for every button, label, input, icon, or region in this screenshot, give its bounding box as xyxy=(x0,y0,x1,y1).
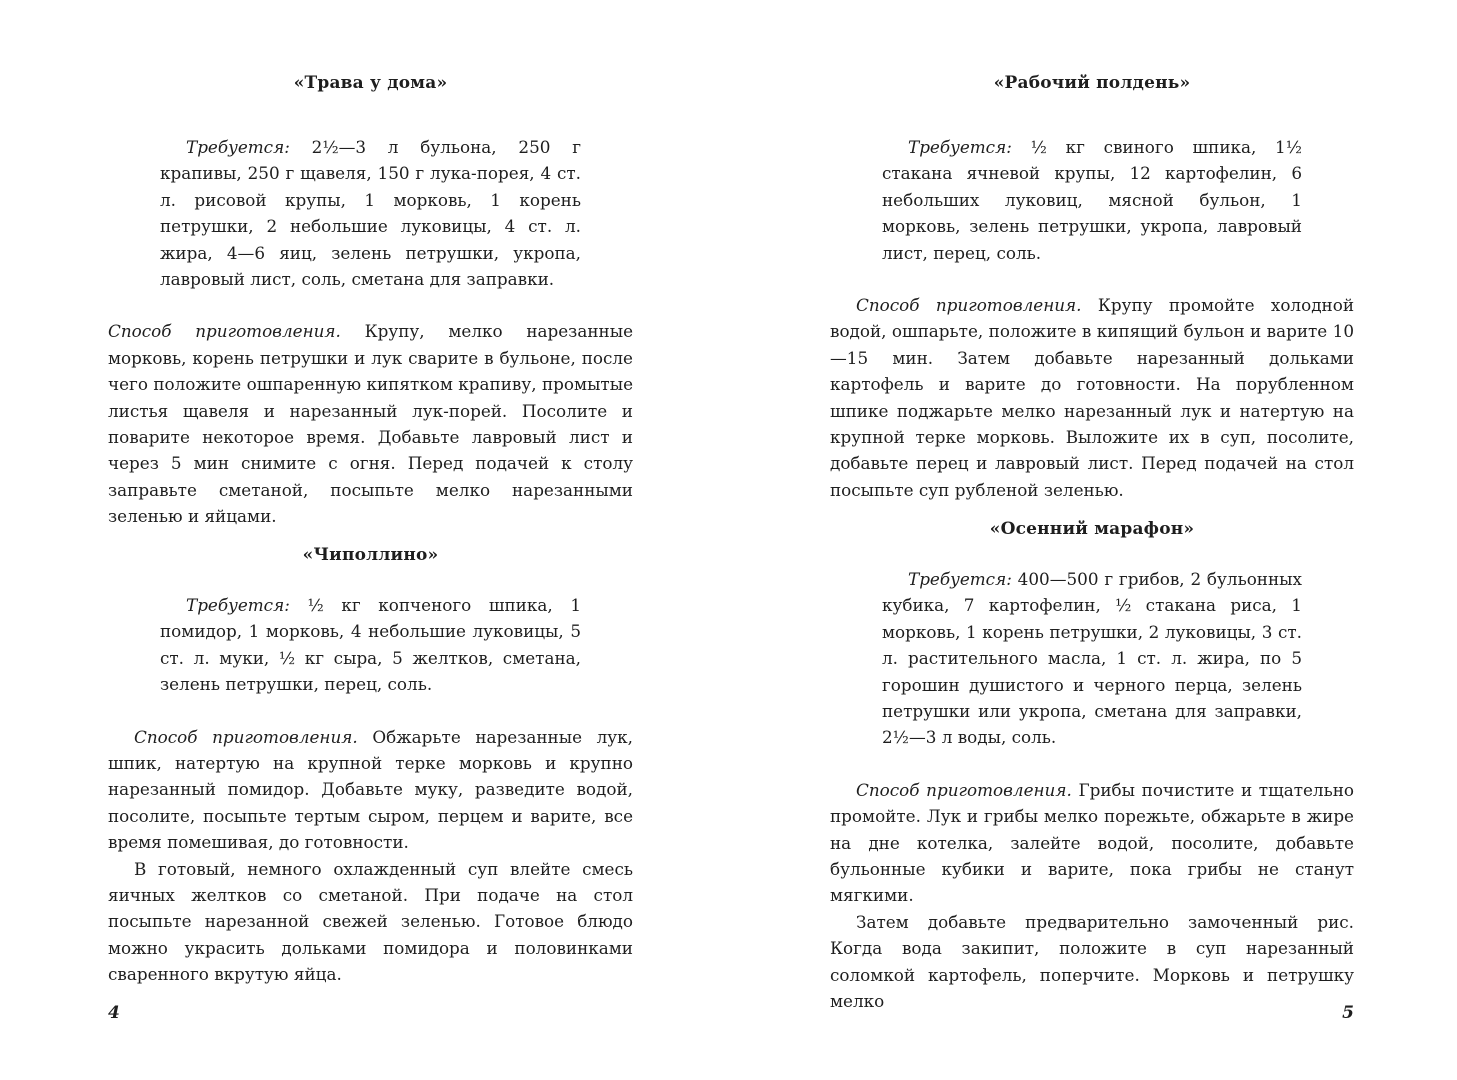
recipe-rabochiy-polden xyxy=(830,70,1354,503)
method-text: Обжарьте нарезанные лук, шпик, натертую на крупной терке морковь и крупно нарезанный помидор. Добавьте муку, разведите водой, посолите, посыпьте тертым сыром, перцем и варите, все время помешивая, до готовности. xyxy=(108,726,633,853)
method-text: Крупу промойте холодной водой, ошпарьте, положите в кипящий бульон и варите 10—15 мин. Затем добавьте нарезанный дольками картофель и варите до готовности. На порубленном шпике поджарьте мелко нарезанный лук и натертую на крупной терке морковь. Выложите их в суп, посолите, добавьте перец и лавровый лист. Перед подачей на стол посыпьте суп рубленой зеленью. xyxy=(830,295,1354,500)
recipe-method xyxy=(830,777,1354,909)
recipe-osenniy-marafon xyxy=(830,516,1354,1015)
ingredients-text: ½ кг свиного шпика, 1½ стакана ячневой крупы, 12 картофелин, 6 небольших луковиц, мясной бульон, 1 морковь, зелень петрушки, укропа, лавровый лист, перец, соль. xyxy=(882,137,1302,263)
ingredients-label: Требуется: xyxy=(186,595,290,615)
recipe-ingredients xyxy=(882,566,1302,751)
ingredients-label: Требуется: xyxy=(186,137,290,157)
method-label: Способ приготовления. xyxy=(856,295,1082,316)
method-text: Грибы почистите и тщательно промойте. Лук и грибы мелко порежьте, обжарьте в жире на дне котелка, залейте водой, посолите, добавьте бульонные кубики и варите, пока грибы не станут мягкими. xyxy=(830,779,1354,906)
recipe-title: «Трава у дома» xyxy=(293,73,448,93)
recipe-method-continued: В готовый, немного охлажденный суп влейте смесь яичных желтков со сметаной. При подаче на стол посыпьте нарезанной свежей зеленью. Готовое блюдо можно украсить дольками помидора и половинками сваренного вкрутую яйца. xyxy=(108,858,633,985)
right-page xyxy=(830,0,1354,1080)
recipe-title: «Осенний марафон» xyxy=(989,519,1195,539)
recipe-trava-u-doma xyxy=(108,70,633,530)
ingredients-label: Требуется: xyxy=(908,569,1012,589)
method-label: Способ приготовления. xyxy=(108,321,341,342)
recipe-method xyxy=(108,724,633,856)
method-text: Крупу, мелко нарезанные морковь, корень петрушки и лук сварите в бульоне, после чего положите ошпаренную кипятком крапиву, промытые листья щавеля и нарезанный лук-порей. Посолите и поварите некоторое время. Добавьте лавровый лист и через 5 мин снимите с огня. Перед подачей к столу заправьте сметаной, посыпьте мелко нарезанными зеленью и яйцами. xyxy=(108,321,633,527)
ingredients-label: Требуется: xyxy=(908,137,1012,157)
recipe-ingredients xyxy=(882,134,1302,266)
ingredients-text: 400—500 г грибов, 2 бульонных кубика, 7 картофелин, ½ стакана риса, 1 морковь, 1 корень петрушки, 2 луковицы, 3 ст. л. растительного масла, 1 ст. л. жира, по 5 горошин душистого и черного перца, зелень петрушки или укропа, сметана для заправки, 2½—3 л воды, соль. xyxy=(882,569,1302,748)
ingredients-text: 2½—3 л бульона, 250 г крапивы, 250 г щавеля, 150 г лука-порея, 4 ст. л. рисовой крупы, 1 морковь, 1 корень петрушки, 2 небольшие луковицы, 4 ст. л. жира, 4—6 яиц, зелень петрушки, укропа, лавровый лист, соль, сметана для заправки. xyxy=(160,137,581,290)
recipe-method-continued: Затем добавьте предварительно замоченный рис. Когда вода закипит, положите в суп нарезанный соломкой картофель, поперчите. Морковь и петрушку мелко xyxy=(830,911,1354,1012)
recipe-title: «Чиполлино» xyxy=(302,545,439,565)
recipe-chipollino xyxy=(108,542,633,988)
recipe-ingredients xyxy=(160,592,581,698)
page-number: 4 xyxy=(108,1003,120,1023)
method-label: Способ приготовления. xyxy=(856,779,1072,800)
recipe-title: «Рабочий полдень» xyxy=(993,73,1191,93)
recipe-method xyxy=(108,318,633,529)
left-page xyxy=(108,0,633,1080)
recipe-method xyxy=(830,292,1354,503)
method-label: Способ приготовления. xyxy=(134,726,358,747)
ingredients-text: ½ кг копченого шпика, 1 помидор, 1 морковь, 4 небольшие луковицы, 5 ст. л. муки, ½ кг сыра, 5 желтков, сметана, зелень петрушки, перец, соль. xyxy=(160,595,581,695)
recipe-ingredients xyxy=(160,134,581,292)
page-number: 5 xyxy=(1342,1003,1354,1023)
